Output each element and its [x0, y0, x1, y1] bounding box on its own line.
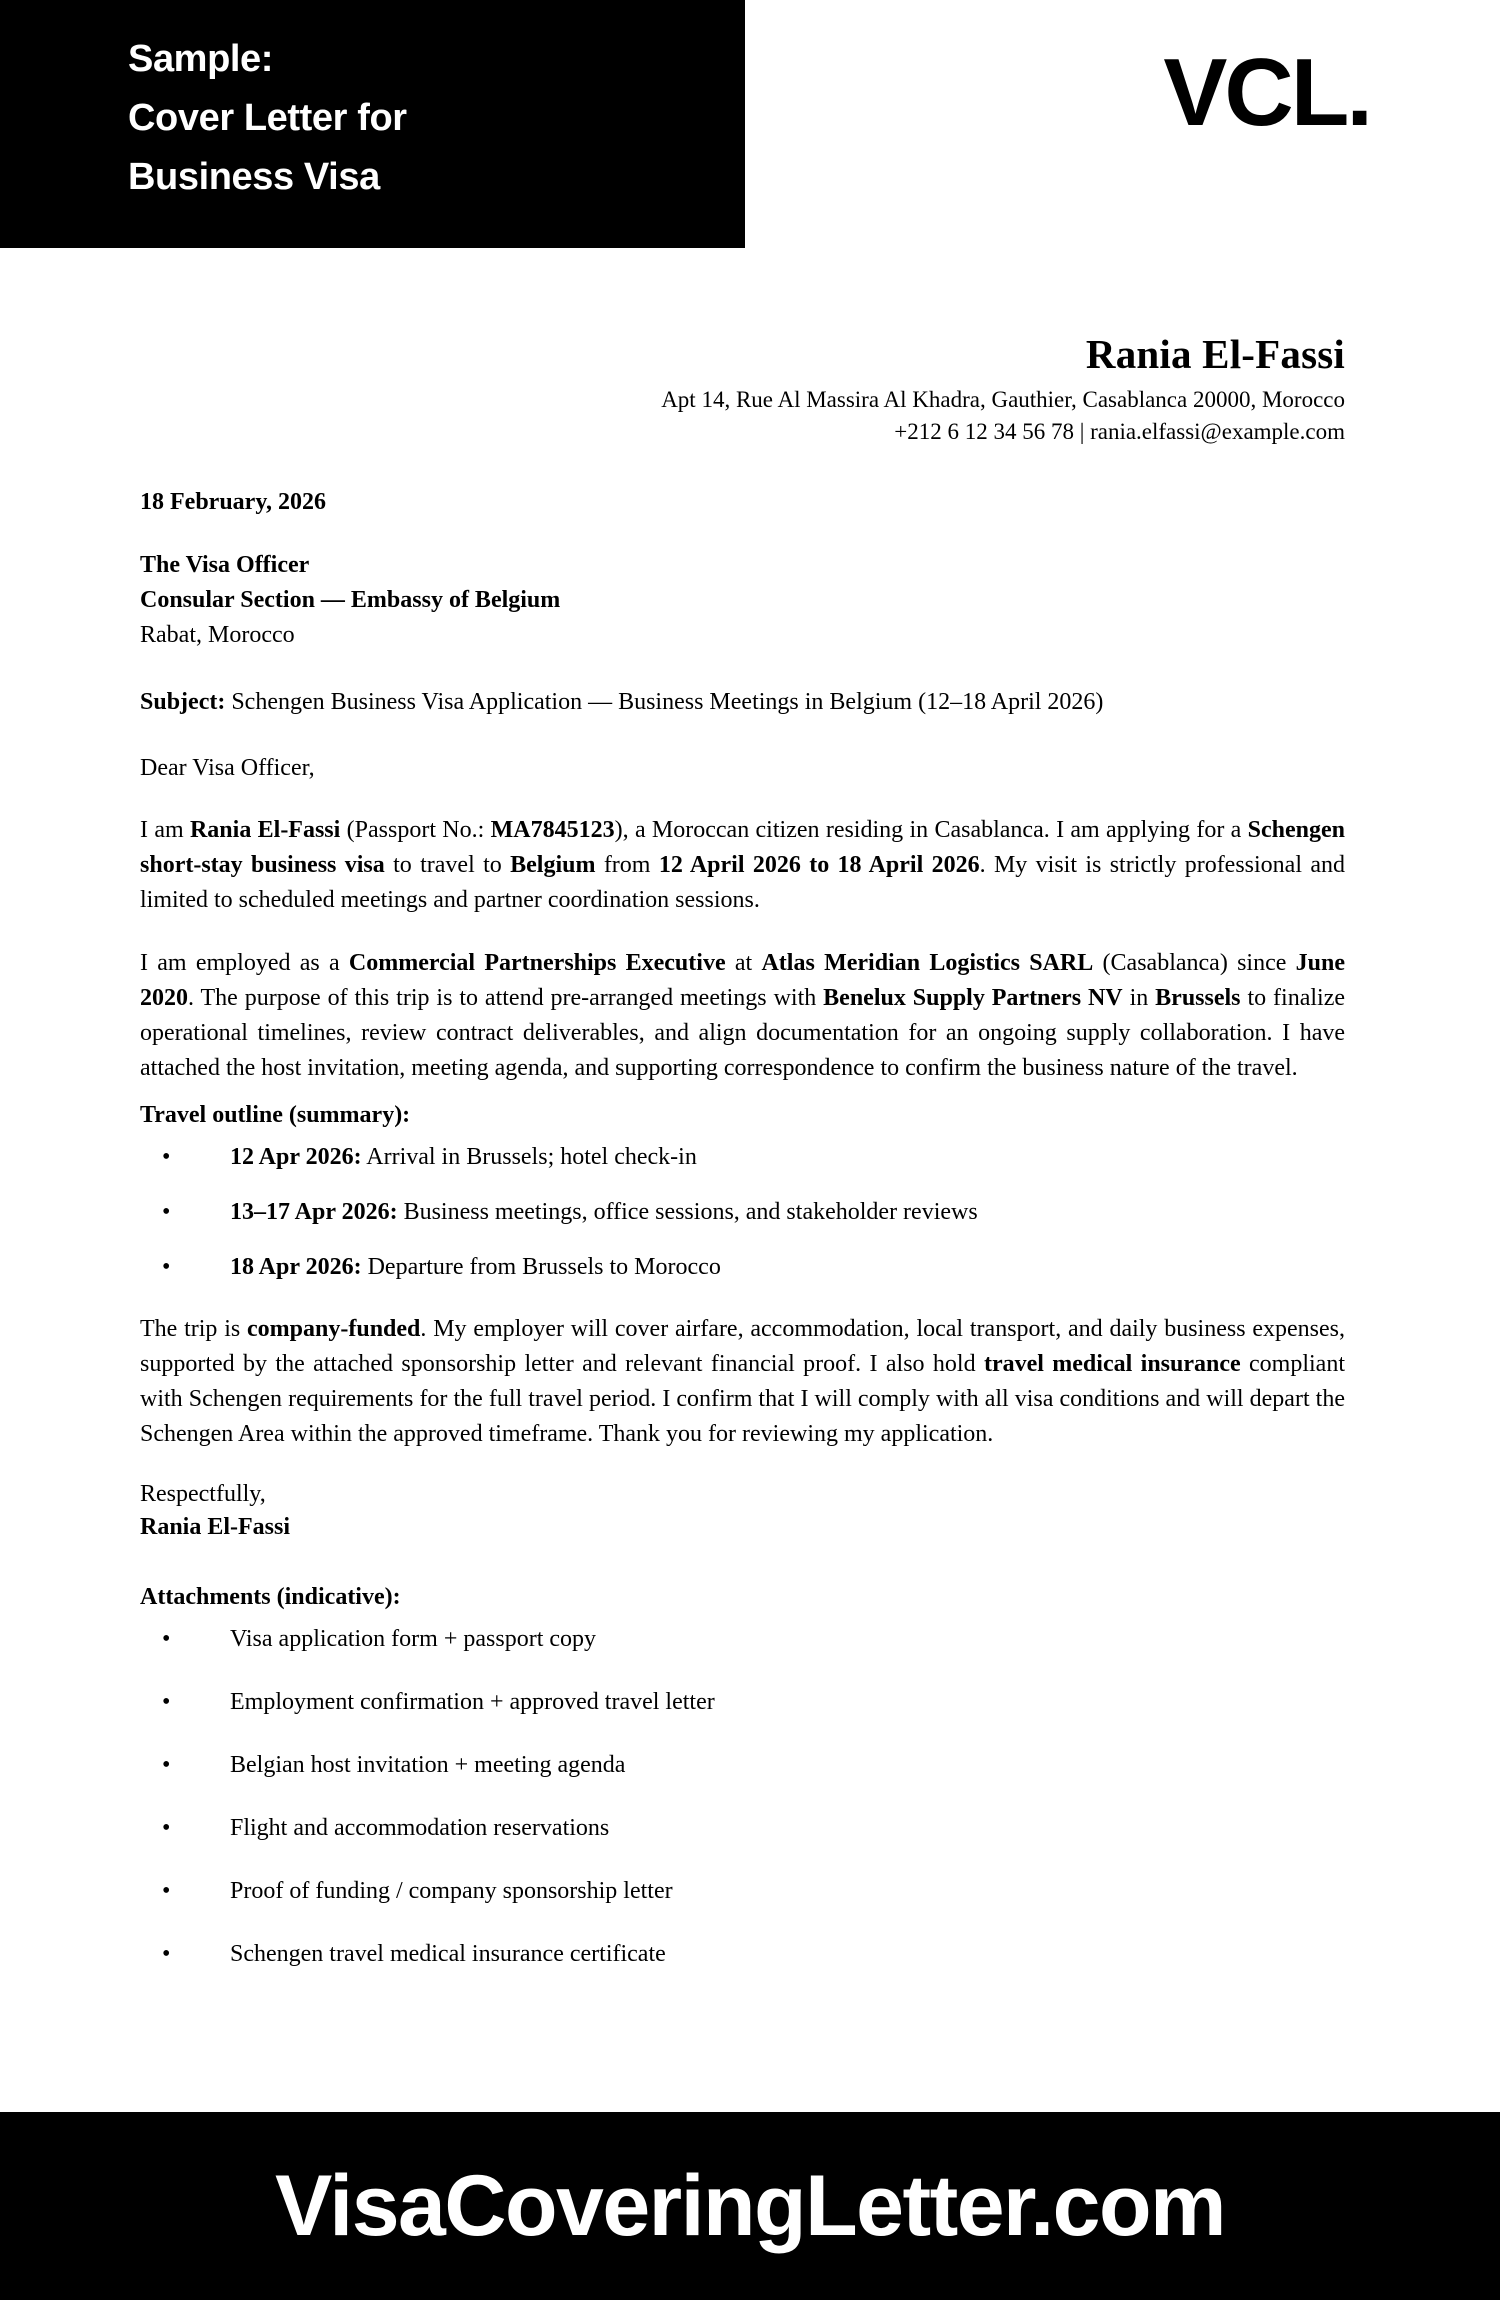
p2-bold-employer: Atlas Meridian Logistics SARL: [761, 950, 1094, 976]
p2-text-1: I am employed as a: [140, 950, 349, 976]
travel-outline-text: Business meetings, office sessions, and stakeholder reviews: [397, 1199, 978, 1225]
bullet-icon: •: [162, 1752, 171, 1778]
site-footer-banner: [0, 2112, 1500, 2300]
letter-date: 18 February, 2026: [140, 489, 326, 515]
attachment-text: Flight and accommodation reservations: [230, 1815, 610, 1841]
recipient-office: Consular Section — Embassy of Belgium: [140, 587, 561, 613]
recipient-block: [140, 548, 1345, 653]
attachment-item: [140, 1622, 1345, 1656]
p2-text-4: . The purpose of this trip is to attend pre-arranged meetings with: [188, 985, 824, 1011]
closing-block: [140, 1478, 1345, 1544]
sample-banner-line-2: Cover Letter for: [128, 97, 407, 139]
p3-bold-funding: company-funded: [247, 1316, 421, 1342]
p1-text-2: (Passport No.:: [340, 817, 491, 843]
travel-outline-text: Departure from Brussels to Morocco: [361, 1254, 721, 1280]
paragraph-employment: [140, 946, 1345, 1086]
p2-text-6: to finalize operational timelines, review contract deliverables, and align documentation for an ongoing supply collaboration. I have attached the host invitation, meeting agenda, and supporting correspondence to confirm the business nature of the travel.: [140, 985, 1346, 1081]
attachment-text: Schengen travel medical insurance certificate: [230, 1941, 666, 1967]
p3-text-3: compliant with Schengen requirements for the full travel period. I confirm that I will comply with all visa conditions and will depart the Schengen Area within the approved timeframe. Thank you for reviewing my application.: [140, 1351, 1346, 1447]
p1-text-3: ), a Moroccan citizen residing in Casablanca. I am applying for a: [614, 817, 1248, 843]
salutation: Dear Visa Officer,: [140, 755, 315, 781]
attachments-heading: Attachments (indicative):: [140, 1584, 401, 1610]
cover-letter-document: [140, 330, 1345, 2000]
recipient-city: Rabat, Morocco: [140, 622, 295, 648]
attachment-item: [140, 1874, 1345, 1908]
paragraph-funding: [140, 1312, 1345, 1452]
attachment-text: Visa application form + passport copy: [230, 1626, 597, 1652]
p1-text-1: I am: [140, 817, 190, 843]
subject-text: Schengen Business Visa Application — Business Meetings in Belgium (12–18 April 2026): [225, 689, 1104, 715]
valediction: Respectfully,: [140, 1481, 266, 1507]
travel-outline-date: 12 Apr 2026:: [230, 1144, 362, 1170]
attachment-item: [140, 1685, 1345, 1719]
travel-outline-item: [140, 1195, 1345, 1229]
p2-bold-host-company: Benelux Supply Partners NV: [823, 985, 1123, 1011]
paragraph-applicant-intro: [140, 813, 1345, 918]
bullet-icon: •: [162, 1878, 171, 1904]
p1-bold-name: Rania El-Fassi: [189, 817, 341, 843]
sender-contact: +212 6 12 34 56 78 | rania.elfassi@example.com: [894, 419, 1345, 444]
travel-outline-list: [140, 1140, 1345, 1284]
p2-text-2: at: [725, 950, 762, 976]
bullet-icon: •: [162, 1689, 171, 1715]
travel-outline-heading: Travel outline (summary):: [140, 1102, 411, 1128]
p2-bold-job-title: Commercial Partnerships Executive: [348, 950, 726, 976]
bullet-icon: •: [162, 1815, 171, 1841]
subject-line: [140, 685, 1345, 719]
signature-name: Rania El-Fassi: [140, 1514, 291, 1540]
p2-bold-since: June 2020: [140, 950, 1346, 1011]
travel-outline-date: 13–17 Apr 2026:: [230, 1199, 398, 1225]
bullet-icon: •: [162, 1144, 171, 1170]
subject-label: Subject:: [140, 689, 226, 715]
sample-banner: [0, 0, 745, 248]
sender-address: Apt 14, Rue Al Massira Al Khadra, Gauthier, Casablanca 20000, Morocco: [661, 387, 1345, 412]
travel-outline-item: [140, 1250, 1345, 1284]
p2-text-3: (Casablanca) since: [1093, 950, 1296, 976]
p1-bold-country: Belgium: [510, 852, 596, 878]
attachments-list: [140, 1622, 1345, 1971]
bullet-icon: •: [162, 1941, 171, 1967]
sample-banner-line-1: Sample:: [128, 38, 274, 80]
attachment-item: [140, 1748, 1345, 1782]
bullet-icon: •: [162, 1254, 171, 1280]
attachment-text: Employment confirmation + approved travel letter: [230, 1689, 715, 1715]
travel-outline-date: 18 Apr 2026:: [230, 1254, 362, 1280]
p2-text-5: in: [1122, 985, 1156, 1011]
attachment-text: Proof of funding / company sponsorship letter: [230, 1878, 673, 1904]
bullet-icon: •: [162, 1626, 171, 1652]
travel-outline-item: [140, 1140, 1345, 1174]
p1-text-5: from: [595, 852, 659, 878]
vcl-logo: VCL.: [1163, 39, 1370, 146]
p3-text-1: The trip is: [140, 1316, 248, 1342]
p3-text-2: . My employer will cover airfare, accommodation, local transport, and daily business expenses, supported by the attached sponsorship letter and relevant financial proof. I also hold: [140, 1316, 1345, 1377]
p1-bold-visa-type: Schengen short-stay business visa: [140, 817, 1345, 878]
attachment-text: Belgian host invitation + meeting agenda: [230, 1752, 626, 1778]
bullet-icon: •: [162, 1199, 171, 1225]
attachment-item: [140, 1937, 1345, 1971]
p1-bold-dates: 12 April 2026 to 18 April 2026: [658, 852, 980, 878]
p1-text-4: to travel to: [384, 852, 511, 878]
p1-bold-passport: MA7845123: [490, 817, 615, 843]
p2-bold-city: Brussels: [1155, 985, 1241, 1011]
sample-banner-line-3: Business Visa: [128, 156, 380, 198]
travel-outline-text: Arrival in Brussels; hotel check-in: [361, 1144, 697, 1170]
p1-text-6: . My visit is strictly professional and limited to scheduled meetings and partner coordination sessions.: [140, 852, 1346, 913]
sender-name: Rania El-Fassi: [1085, 331, 1345, 377]
site-footer-text: VisaCoveringLetter.com: [275, 2158, 1225, 2254]
recipient-title: The Visa Officer: [140, 552, 310, 578]
attachment-item: [140, 1811, 1345, 1845]
p3-bold-insurance: travel medical insurance: [983, 1351, 1241, 1377]
